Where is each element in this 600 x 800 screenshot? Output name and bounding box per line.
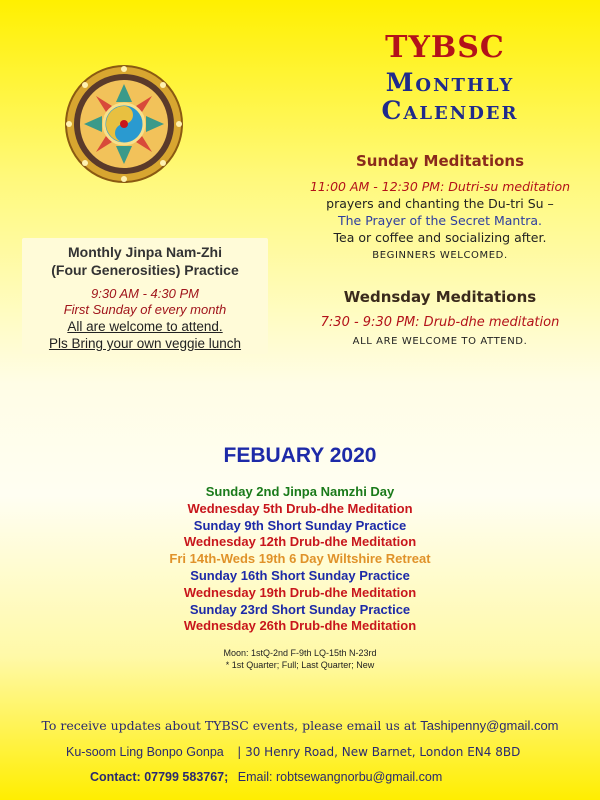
sunday-time: 11:00 AM - 12:30 PM: Dutri-su meditation: [309, 179, 571, 194]
title-tybsc: TYBSC: [385, 30, 505, 65]
updates-line: [0, 718, 600, 733]
updates-text: To receive updates about TYBSC events, please email us at: [41, 718, 417, 733]
month-title: FEBUARY 2020: [223, 444, 377, 467]
contact-label: Contact:: [90, 770, 141, 784]
wednesday-line2: ALL ARE WELCOME TO ATTEND.: [352, 336, 528, 347]
wheel-icon: [62, 62, 186, 186]
org-name: Ku-soom Ling Bonpo Gonpa: [66, 745, 224, 759]
wednesday-heading: Wednsday Meditations: [343, 288, 537, 306]
title-calender: Calender: [381, 96, 519, 125]
event-item: Sunday 23rd Short Sunday Practice: [189, 601, 411, 617]
event-item: Sunday 2nd Jinpa Namzhi Day: [205, 484, 395, 499]
contact-email[interactable]: robtsewangnorbu@gmail.com: [276, 770, 443, 784]
sunday-heading: Sunday Meditations: [355, 152, 525, 170]
jinpa-heading-line2: (Four Generosities) Practice: [51, 262, 239, 278]
event-item: Sunday 16th Short Sunday Practice: [190, 568, 410, 583]
contact-phone: 07799 583767;: [144, 770, 229, 784]
event-item: Fri 14th-Weds 19th 6 Day Wiltshire Retreat: [169, 551, 431, 567]
moon-phases: Moon: 1stQ-2nd F-9th LQ-15th N-23rd: [223, 648, 377, 658]
email-label: Email:: [237, 770, 273, 784]
jinpa-heading-line1: Monthly Jinpa Nam-Zhi: [68, 244, 222, 260]
jinpa-time: 9:30 AM - 4:30 PM: [91, 286, 199, 301]
event-item: Wednesday 12th Drub-dhe Meditation: [183, 534, 417, 550]
moon-legend: * 1st Quarter; Full; Last Quarter; New: [225, 660, 375, 670]
jinpa-lunch: Pls Bring your own veggie lunch: [48, 336, 242, 351]
updates-email[interactable]: Tashipenny@gmail.com: [420, 718, 559, 733]
contact-line: [90, 770, 442, 784]
jinpa-welcome: All are welcome to attend.: [67, 319, 223, 334]
event-item: Wednesday 5th Drub-dhe Meditation: [187, 500, 413, 516]
sunday-line2: prayers and chanting the Du-tri Su –: [326, 196, 554, 211]
sunday-line3: The Prayer of the Secret Mantra.: [337, 213, 543, 228]
dharma-wheel-emblem: [62, 62, 186, 186]
sunday-line4: Tea or coffee and socializing after.: [333, 230, 547, 245]
event-item: Wednesday 26th Drub-dhe Meditation: [183, 618, 417, 634]
jinpa-frequency: First Sunday of every month: [63, 302, 227, 317]
address-line: [66, 745, 520, 759]
event-item: Sunday 9th Short Sunday Practice: [193, 517, 407, 533]
jinpa-practice-box: [22, 238, 268, 354]
event-item: Wednesday 19th Drub-dhe Meditation: [183, 584, 417, 600]
title-monthly: Monthly: [385, 68, 515, 97]
sunday-line5: BEGINNERS WELCOMED.: [372, 250, 508, 261]
org-address: | 30 Henry Road, New Barnet, London EN4 8BD: [237, 745, 521, 759]
wednesday-time: 7:30 - 9:30 PM: Drub-dhe meditation: [320, 315, 560, 330]
